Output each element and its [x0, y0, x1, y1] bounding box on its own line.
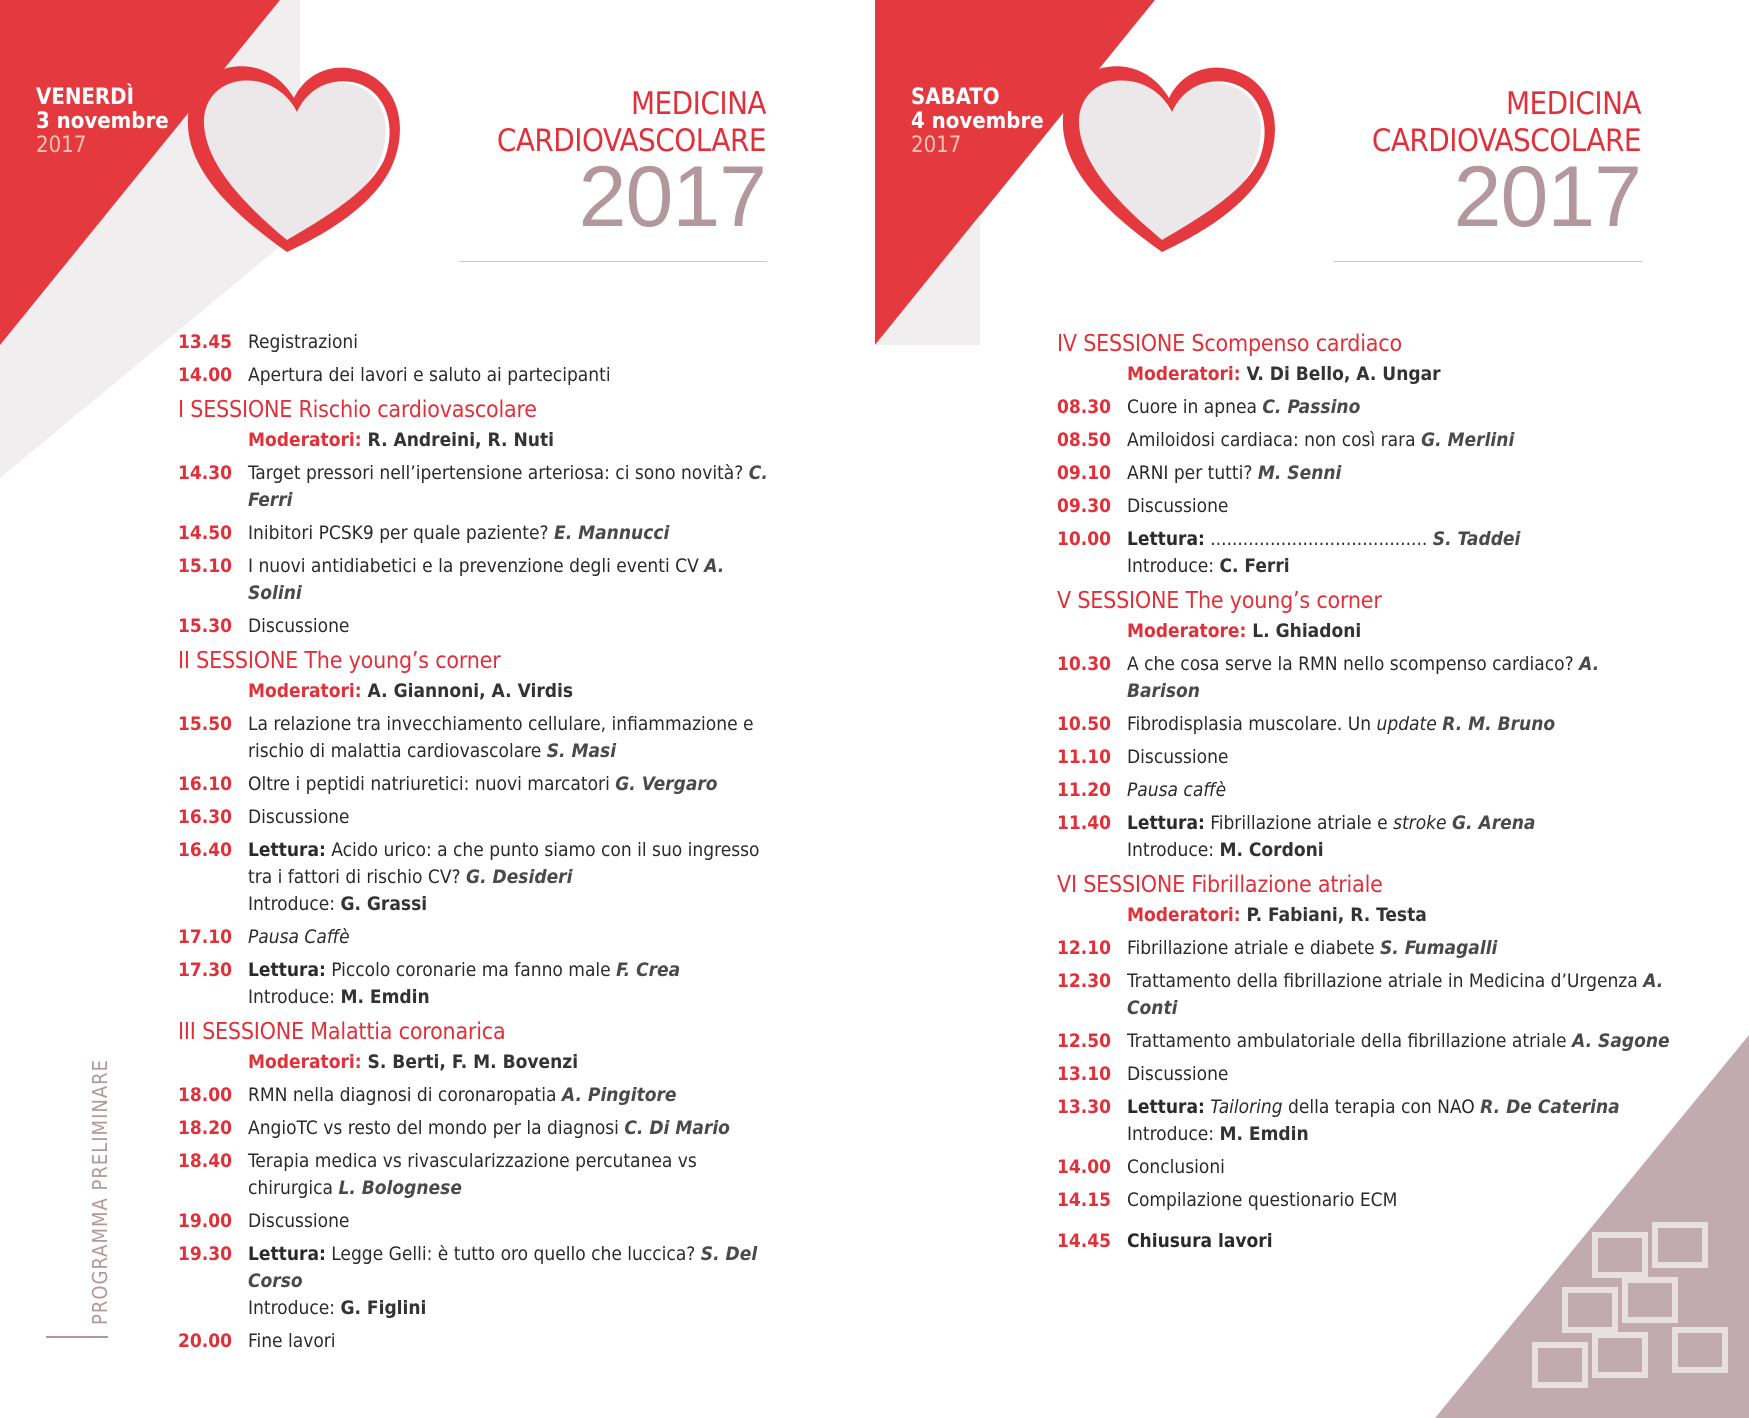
- introducer-name: G. Figlini: [340, 1297, 427, 1319]
- speaker-name: R. De Caterina: [1480, 1096, 1620, 1118]
- schedule-row: [178, 553, 778, 607]
- side-label: PROGRAMMA PRELIMINARE: [88, 1058, 112, 1325]
- schedule-description: [1127, 1061, 1677, 1088]
- description-text: Discussione: [1127, 1063, 1229, 1085]
- event-year: 2017: [1453, 149, 1641, 245]
- schedule-time: 15.10: [178, 555, 233, 577]
- description-text: Discussione: [1127, 746, 1229, 768]
- schedule-row: [178, 837, 778, 918]
- title-line-1: MEDICINA: [630, 86, 766, 122]
- event-year: 2017: [578, 149, 766, 245]
- schedule-time: 13.30: [1057, 1096, 1112, 1118]
- speaker-name: C. Ferri: [248, 462, 768, 511]
- moderators: [1057, 618, 1677, 645]
- schedule-description: [248, 613, 778, 640]
- description-text: Amiloidosi cardiaca: non così rara: [1127, 429, 1422, 451]
- schedule-row: [1057, 651, 1677, 705]
- schedule-description: [1127, 427, 1677, 454]
- schedule-row: [178, 711, 778, 765]
- introducer-name: G. Grassi: [340, 893, 428, 915]
- introducer-name: M. Emdin: [340, 986, 430, 1008]
- session-title: III SESSIONE Malattia coronarica: [178, 1019, 506, 1045]
- description-text: della terapia con NAO: [1282, 1096, 1481, 1118]
- weekday: VENERDÌ: [36, 85, 134, 110]
- session-title: VI SESSIONE Fibrillazione atriale: [1057, 872, 1383, 898]
- description-text: Compilazione questionario ECM: [1127, 1189, 1398, 1211]
- schedule-row: [1057, 744, 1677, 771]
- schedule-row: [1057, 1094, 1677, 1148]
- day-year: 2017: [36, 133, 87, 158]
- introducer-name: M. Cordoni: [1219, 839, 1324, 861]
- introducer: [248, 984, 778, 1011]
- schedule-row: [1057, 810, 1677, 864]
- schedule-time: 19.30: [178, 1243, 233, 1265]
- schedule-row: [178, 1082, 778, 1109]
- introducer-name: C. Ferri: [1219, 555, 1290, 577]
- schedule-row: [178, 957, 778, 1011]
- description-text: Trattamento ambulatoriale della fibrillazione atriale: [1127, 1030, 1572, 1052]
- schedule-time: 16.40: [178, 839, 233, 861]
- schedule-description: [1127, 968, 1677, 1022]
- moderators-label: Moderatori:: [1127, 904, 1241, 926]
- moderators: [1057, 902, 1677, 929]
- schedule-time: 14.30: [178, 462, 233, 484]
- description-text: Lettura:: [1127, 1096, 1205, 1118]
- schedule-time: 17.10: [178, 926, 233, 948]
- schedule-description: [248, 362, 778, 389]
- schedule-time: 16.30: [178, 806, 233, 828]
- program-right: [1057, 329, 1677, 1261]
- schedule-time: 18.20: [178, 1117, 233, 1139]
- schedule-row: [1057, 1187, 1677, 1214]
- schedule-row: [1057, 711, 1677, 738]
- schedule-description: [1127, 1187, 1677, 1214]
- description-text: Inibitori PCSK9 per quale paziente?: [248, 522, 555, 544]
- speaker-name: M. Senni: [1257, 462, 1342, 484]
- schedule-row: [178, 520, 778, 547]
- schedule-description: [248, 553, 778, 607]
- moderators-names: V. Di Bello, A. Ungar: [1240, 363, 1441, 385]
- schedule-time: 10.00: [1057, 528, 1112, 550]
- schedule-description: [1127, 526, 1677, 580]
- description-text: AngioTC vs resto del mondo per la diagnosi: [248, 1117, 625, 1139]
- schedule-row: [1057, 1154, 1677, 1181]
- schedule-time: 12.30: [1057, 970, 1112, 992]
- schedule-description: [1127, 810, 1677, 864]
- schedule-description: [248, 460, 778, 514]
- title-line-2: CARDIOVASCOLARE: [1371, 123, 1641, 159]
- schedule-row: [1057, 427, 1677, 454]
- description-text: Discussione: [248, 615, 350, 637]
- moderators-label: Moderatore:: [1127, 620, 1247, 642]
- schedule-description: [1127, 777, 1677, 804]
- speaker-name: C. Di Mario: [624, 1117, 730, 1139]
- schedule-row: [1057, 493, 1677, 520]
- schedule-time: 14.00: [1057, 1156, 1112, 1178]
- description-text: Cuore in apnea: [1127, 396, 1263, 418]
- description-text: Discussione: [1127, 495, 1229, 517]
- schedule-time: 12.10: [1057, 937, 1112, 959]
- speaker-name: E. Mannucci: [554, 522, 670, 544]
- introducer-label: Introduce:: [248, 893, 341, 915]
- description-text: Chiusura lavori: [1127, 1230, 1273, 1252]
- moderators-names: S. Berti, F. M. Bovenzi: [361, 1051, 579, 1073]
- schedule-description: [248, 1208, 778, 1235]
- date: 3 novembre: [36, 109, 169, 134]
- schedule-time: 18.00: [178, 1084, 233, 1106]
- moderators-label: Moderatori:: [248, 680, 362, 702]
- description-text: Tailoring: [1210, 1096, 1283, 1118]
- schedule-row: [178, 1115, 778, 1142]
- weekday: SABATO: [911, 85, 1000, 110]
- description-text: ARNI per tutti?: [1127, 462, 1258, 484]
- session-title: II SESSIONE The young’s corner: [178, 648, 501, 674]
- schedule-description: [1127, 744, 1677, 771]
- schedule-time: 14.00: [178, 364, 233, 386]
- moderators: [178, 678, 778, 705]
- schedule-time: 09.10: [1057, 462, 1112, 484]
- speaker-name: S. Taddei: [1432, 528, 1521, 550]
- schedule-description: [1127, 935, 1677, 962]
- description-text: Pausa caffè: [1127, 779, 1227, 801]
- introducer: [248, 1295, 778, 1322]
- moderators: [178, 427, 778, 454]
- description-text: La relazione tra invecchiamento cellulare, infiammazione e rischio di malattia cardiovascolare: [248, 713, 754, 762]
- schedule-row: [178, 804, 778, 831]
- description-text: Fibrillazione atriale e diabete: [1127, 937, 1380, 959]
- speaker-name: G. Desideri: [466, 866, 573, 888]
- header-rule: [1334, 261, 1642, 262]
- schedule-description: [248, 924, 778, 951]
- schedule-row: [178, 1148, 778, 1202]
- schedule-time: 14.50: [178, 522, 233, 544]
- page-right: [875, 0, 1749, 1418]
- speaker-name: F. Crea: [616, 959, 681, 981]
- description-text: Oltre i peptidi natriuretici: nuovi marcatori: [248, 773, 616, 795]
- schedule-description: [248, 1115, 778, 1142]
- description-text: stroke: [1393, 812, 1447, 834]
- description-text: Acido urico: a che punto siamo con il suo ingresso tra i fattori di rischio CV?: [248, 839, 760, 888]
- schedule-time: 08.50: [1057, 429, 1112, 451]
- schedule-time: 13.10: [1057, 1063, 1112, 1085]
- moderators: [178, 1049, 778, 1076]
- schedule-row: [178, 460, 778, 514]
- schedule-description: [248, 837, 778, 918]
- description-text: update: [1376, 713, 1437, 735]
- description-text: RMN nella diagnosi di coronaropatia: [248, 1084, 562, 1106]
- introducer: [248, 891, 778, 918]
- schedule-description: [248, 520, 778, 547]
- page-left: [0, 0, 874, 1418]
- session-title: IV SESSIONE Scompenso cardiaco: [1057, 331, 1402, 357]
- description-text: Pausa Caffè: [248, 926, 350, 948]
- speaker-name: S. Masi: [546, 740, 617, 762]
- schedule-time: 11.40: [1057, 812, 1112, 834]
- description-text: Lettura:: [1127, 812, 1205, 834]
- schedule-row: [1057, 1228, 1677, 1255]
- schedule-row: [1057, 1028, 1677, 1055]
- moderators-names: A. Giannoni, A. Virdis: [361, 680, 574, 702]
- schedule-description: [248, 804, 778, 831]
- speaker-name: A. Conti: [1127, 970, 1664, 1019]
- speaker-name: C. Passino: [1262, 396, 1361, 418]
- schedule-row: [178, 1208, 778, 1235]
- schedule-time: 16.10: [178, 773, 233, 795]
- schedule-time: 10.50: [1057, 713, 1112, 735]
- description-text: Lettura:: [248, 839, 326, 861]
- schedule-description: [1127, 1028, 1677, 1055]
- schedule-time: 09.30: [1057, 495, 1112, 517]
- schedule-row: [1057, 460, 1677, 487]
- title-line-1: MEDICINA: [1505, 86, 1641, 122]
- description-text: ........................................: [1204, 528, 1433, 550]
- speaker-name: S. Del Corso: [248, 1243, 758, 1292]
- speaker-name: R. M. Bruno: [1442, 713, 1556, 735]
- title-line-2: CARDIOVASCOLARE: [496, 123, 766, 159]
- introducer-label: Introduce:: [1127, 839, 1220, 861]
- description-text: Lettura:: [1127, 528, 1205, 550]
- schedule-row: [1057, 1061, 1677, 1088]
- moderators-names: P. Fabiani, R. Testa: [1240, 904, 1427, 926]
- description-text: Discussione: [248, 1210, 350, 1232]
- description-text: Conclusioni: [1127, 1156, 1225, 1178]
- schedule-row: [1057, 968, 1677, 1022]
- schedule-description: [1127, 1228, 1677, 1255]
- schedule-description: [248, 1148, 778, 1202]
- introducer: [1127, 1121, 1677, 1148]
- side-label-rule: [46, 1336, 108, 1338]
- schedule-time: 20.00: [178, 1330, 233, 1352]
- schedule-description: [248, 1241, 778, 1322]
- introducer-label: Introduce:: [1127, 1123, 1220, 1145]
- description-text: Discussione: [248, 806, 350, 828]
- speaker-name: G. Arena: [1452, 812, 1536, 834]
- description-text: Fibrillazione atriale e: [1204, 812, 1394, 834]
- schedule-time: 15.50: [178, 713, 233, 735]
- speaker-name: G. Merlini: [1421, 429, 1515, 451]
- moderators-names: L. Ghiadoni: [1246, 620, 1362, 642]
- introducer: [1127, 837, 1677, 864]
- schedule-time: 14.45: [1057, 1230, 1112, 1252]
- description-text: Lettura:: [248, 959, 326, 981]
- introducer: [1127, 553, 1677, 580]
- description-text: Trattamento della fibrillazione atriale in Medicina d’Urgenza: [1127, 970, 1644, 992]
- schedule-time: 12.50: [1057, 1030, 1112, 1052]
- schedule-time: 13.45: [178, 331, 233, 353]
- day-label: [911, 86, 1044, 158]
- description-text: Fine lavori: [248, 1330, 336, 1352]
- speaker-name: G. Vergaro: [615, 773, 718, 795]
- schedule-description: [1127, 460, 1677, 487]
- schedule-time: 15.30: [178, 615, 233, 637]
- speaker-name: A. Barison: [1127, 653, 1600, 702]
- schedule-description: [248, 711, 778, 765]
- schedule-description: [248, 1328, 778, 1355]
- schedule-description: [1127, 1094, 1677, 1148]
- description-text: Target pressori nell’ipertensione arteriosa: ci sono novità?: [248, 462, 749, 484]
- schedule-row: [178, 924, 778, 951]
- schedule-row: [1057, 526, 1677, 580]
- schedule-description: [1127, 1154, 1677, 1181]
- schedule-description: [1127, 651, 1677, 705]
- description-text: Registrazioni: [248, 331, 359, 353]
- session-title: I SESSIONE Rischio cardiovascolare: [178, 397, 537, 423]
- speaker-name: A. Sagone: [1571, 1030, 1670, 1052]
- description-text: A che cosa serve la RMN nello scompenso cardiaco?: [1127, 653, 1580, 675]
- speaker-name: L. Bolognese: [338, 1177, 462, 1199]
- schedule-description: [248, 771, 778, 798]
- schedule-description: [1127, 711, 1677, 738]
- description-text: Terapia medica vs rivascularizzazione percutanea vs chirurgica: [248, 1150, 697, 1199]
- schedule-time: 11.20: [1057, 779, 1112, 801]
- date: 4 novembre: [911, 109, 1044, 134]
- schedule-row: [178, 771, 778, 798]
- description-text: Lettura:: [248, 1243, 326, 1265]
- schedule-time: 14.15: [1057, 1189, 1112, 1211]
- schedule-time: 17.30: [178, 959, 233, 981]
- moderators-label: Moderatori:: [1127, 363, 1241, 385]
- program-left: [178, 329, 778, 1361]
- moderators: [1057, 361, 1677, 388]
- introducer-label: Introduce:: [1127, 555, 1220, 577]
- schedule-description: [1127, 394, 1677, 421]
- speaker-name: A. Pingitore: [561, 1084, 677, 1106]
- schedule-time: 19.00: [178, 1210, 233, 1232]
- schedule-description: [248, 1082, 778, 1109]
- schedule-time: 08.30: [1057, 396, 1112, 418]
- schedule-description: [1127, 493, 1677, 520]
- schedule-row: [1057, 777, 1677, 804]
- header-rule: [459, 261, 767, 262]
- schedule-time: 10.30: [1057, 653, 1112, 675]
- schedule-time: 18.40: [178, 1150, 233, 1172]
- schedule-row: [1057, 935, 1677, 962]
- schedule-row: [178, 1241, 778, 1322]
- moderators-label: Moderatori:: [248, 1051, 362, 1073]
- session-title: V SESSIONE The young’s corner: [1057, 588, 1382, 614]
- schedule-row: [178, 329, 778, 356]
- schedule-row: [178, 1328, 778, 1355]
- schedule-time: 11.10: [1057, 746, 1112, 768]
- schedule-row: [178, 362, 778, 389]
- moderators-names: R. Andreini, R. Nuti: [361, 429, 554, 451]
- speaker-name: S. Fumagalli: [1379, 937, 1498, 959]
- introducer-name: M. Emdin: [1219, 1123, 1309, 1145]
- description-text: I nuovi antidiabetici e la prevenzione degli eventi CV: [248, 555, 705, 577]
- introducer-label: Introduce:: [248, 1297, 341, 1319]
- description-text: Legge Gelli: è tutto oro quello che luccica?: [325, 1243, 701, 1265]
- description-text: Fibrodisplasia muscolare. Un: [1127, 713, 1377, 735]
- speaker-name: A. Solini: [248, 555, 725, 604]
- description-text: Apertura dei lavori e saluto ai partecipanti: [248, 364, 611, 386]
- day-year: 2017: [911, 133, 962, 158]
- schedule-row: [178, 613, 778, 640]
- description-text: Piccolo coronarie ma fanno male: [325, 959, 617, 981]
- moderators-label: Moderatori:: [248, 429, 362, 451]
- day-label: [36, 86, 169, 158]
- schedule-row: [1057, 394, 1677, 421]
- introducer-label: Introduce:: [248, 986, 341, 1008]
- schedule-description: [248, 329, 778, 356]
- schedule-description: [248, 957, 778, 1011]
